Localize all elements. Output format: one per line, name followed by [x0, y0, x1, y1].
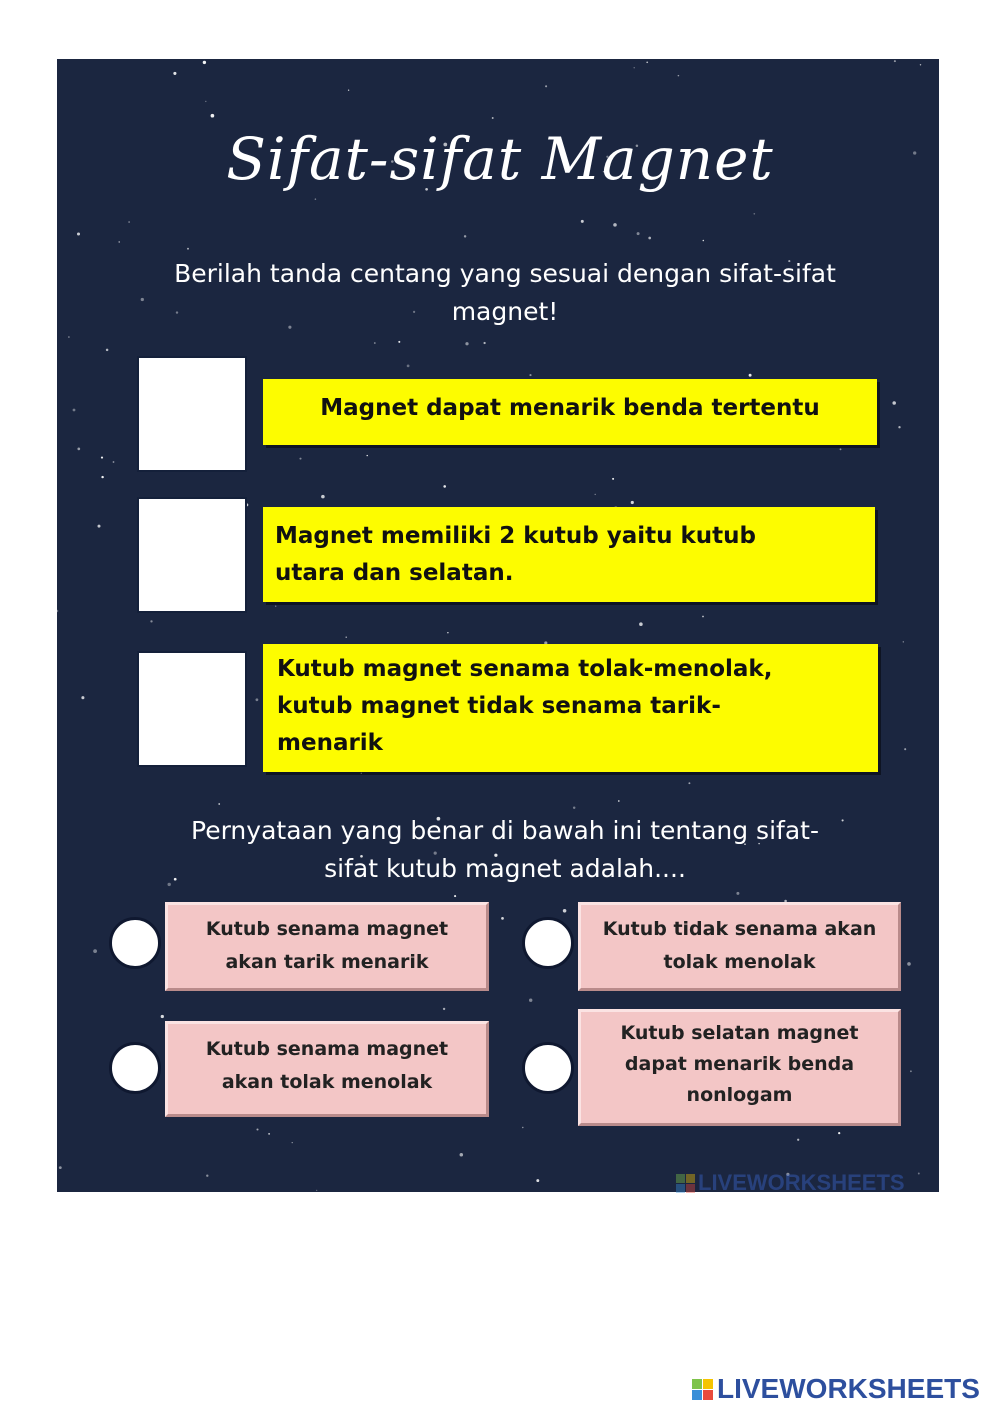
star [501, 917, 504, 920]
option-line: tolak menolak [663, 951, 816, 973]
star [73, 409, 76, 412]
star [316, 1190, 317, 1191]
star [113, 461, 115, 463]
star [612, 478, 614, 480]
star [292, 1142, 293, 1143]
star [218, 803, 220, 805]
star [646, 61, 648, 63]
star [321, 495, 325, 499]
star [903, 641, 904, 642]
option-line: akan tolak menolak [221, 1071, 433, 1093]
inner-watermark-text: LIVEWORKSHEETS [698, 1170, 905, 1195]
star [536, 1179, 539, 1182]
star [346, 637, 347, 638]
checkbox-statement-1[interactable] [137, 356, 247, 472]
star [367, 455, 368, 456]
star [206, 1175, 208, 1177]
star [688, 782, 690, 784]
star [465, 342, 468, 345]
star [703, 240, 705, 242]
star [118, 241, 119, 242]
star [77, 232, 80, 235]
star [563, 909, 567, 913]
star [443, 485, 446, 488]
star [581, 220, 584, 223]
star [631, 501, 634, 504]
star [637, 232, 640, 235]
footer-brand [692, 1373, 980, 1405]
star [907, 962, 911, 966]
statement-line: menarik [277, 730, 383, 756]
star [447, 632, 448, 633]
star [361, 773, 362, 774]
statement-box-1 [263, 379, 877, 445]
star [892, 401, 896, 405]
star [894, 60, 896, 62]
statement-line: Magnet memiliki 2 kutub yaitu kutub [275, 523, 757, 549]
star [678, 75, 680, 77]
star [187, 248, 189, 250]
star [268, 1133, 270, 1135]
star [920, 64, 921, 65]
option-line: Kutub selatan magnet [620, 1022, 859, 1044]
checkbox-statement-2[interactable] [137, 497, 247, 613]
footer-brand-text: LIVEWORKSHEETS [717, 1373, 980, 1404]
liveworksheets-logo-icon [692, 1379, 713, 1400]
radio-option-4[interactable] [522, 1042, 574, 1094]
star [81, 696, 84, 699]
star [101, 457, 103, 459]
star [918, 1173, 920, 1175]
worksheet-title: Sifat-sifat Magnet [226, 125, 774, 193]
star [128, 221, 130, 223]
instruction-line: sifat kutub magnet adalah.... [324, 854, 686, 883]
star [77, 448, 80, 451]
star [904, 748, 906, 750]
star [634, 67, 635, 68]
star [106, 349, 109, 352]
star [101, 476, 103, 478]
star [594, 494, 595, 495]
star [315, 198, 317, 200]
star [407, 365, 410, 368]
star [613, 223, 617, 227]
star [93, 949, 97, 953]
option-3[interactable] [165, 1021, 489, 1117]
star [639, 622, 643, 626]
checkbox-statement-3[interactable] [137, 651, 247, 767]
star [753, 213, 755, 215]
star [492, 117, 494, 119]
statement-line: Kutub magnet senama tolak-menolak, [277, 656, 773, 682]
star [910, 1070, 912, 1072]
star [797, 1139, 799, 1141]
statement-box-3 [263, 644, 878, 772]
star [545, 85, 547, 87]
star [68, 336, 70, 338]
option-line: Kutub senama magnet [205, 1038, 449, 1060]
star [464, 235, 466, 237]
star [398, 341, 400, 343]
statement-box-2 [263, 507, 875, 602]
star [749, 374, 752, 377]
star [275, 606, 276, 607]
star [443, 1008, 445, 1010]
statement-line: utara dan selatan. [275, 560, 514, 586]
star [299, 458, 301, 460]
instruction-checkbox [100, 255, 910, 331]
liveworksheets-logo-icon [676, 1174, 695, 1193]
option-line: Kutub tidak senama akan [602, 918, 877, 940]
star [483, 342, 485, 344]
star [256, 698, 259, 701]
star [840, 448, 842, 450]
instruction-multiple-choice [130, 812, 880, 888]
star [454, 895, 456, 897]
star [211, 114, 215, 118]
star [256, 1128, 258, 1130]
radio-option-2[interactable] [522, 917, 574, 969]
star [460, 1153, 464, 1157]
star [205, 101, 206, 102]
instruction-line: Berilah tanda centang yang sesuai dengan sifat-sifat [174, 259, 836, 288]
star [838, 1132, 840, 1134]
star [150, 620, 152, 622]
instruction-line: Pernyataan yang benar di bawah ini tentang sifat- [191, 816, 819, 845]
star [522, 1127, 523, 1128]
star [648, 237, 651, 240]
statement-line: kutub magnet tidak senama tarik- [277, 693, 721, 719]
star [529, 374, 531, 376]
star [374, 342, 376, 344]
instruction-line: magnet! [451, 297, 559, 326]
radio-option-1[interactable] [109, 917, 161, 969]
option-2[interactable] [578, 902, 901, 991]
option-1[interactable] [165, 902, 489, 991]
star [898, 426, 900, 428]
star [618, 800, 620, 802]
star [98, 525, 101, 528]
statement-line: Magnet dapat menarik benda tertentu [320, 395, 820, 421]
star [161, 1015, 164, 1018]
option-line: nonlogam [686, 1084, 793, 1106]
star [203, 61, 206, 64]
option-line: akan tarik menarik [225, 951, 429, 973]
star [736, 892, 739, 895]
star [573, 807, 575, 809]
star [57, 610, 58, 612]
star [173, 72, 176, 75]
option-4[interactable] [578, 1009, 901, 1126]
star [702, 616, 704, 618]
radio-option-3[interactable] [109, 1042, 161, 1094]
star [529, 999, 532, 1002]
option-line: dapat menarik benda [624, 1053, 855, 1075]
inner-watermark [676, 1170, 905, 1196]
star [348, 90, 349, 91]
star [59, 1166, 62, 1169]
option-line: Kutub senama magnet [205, 918, 449, 940]
